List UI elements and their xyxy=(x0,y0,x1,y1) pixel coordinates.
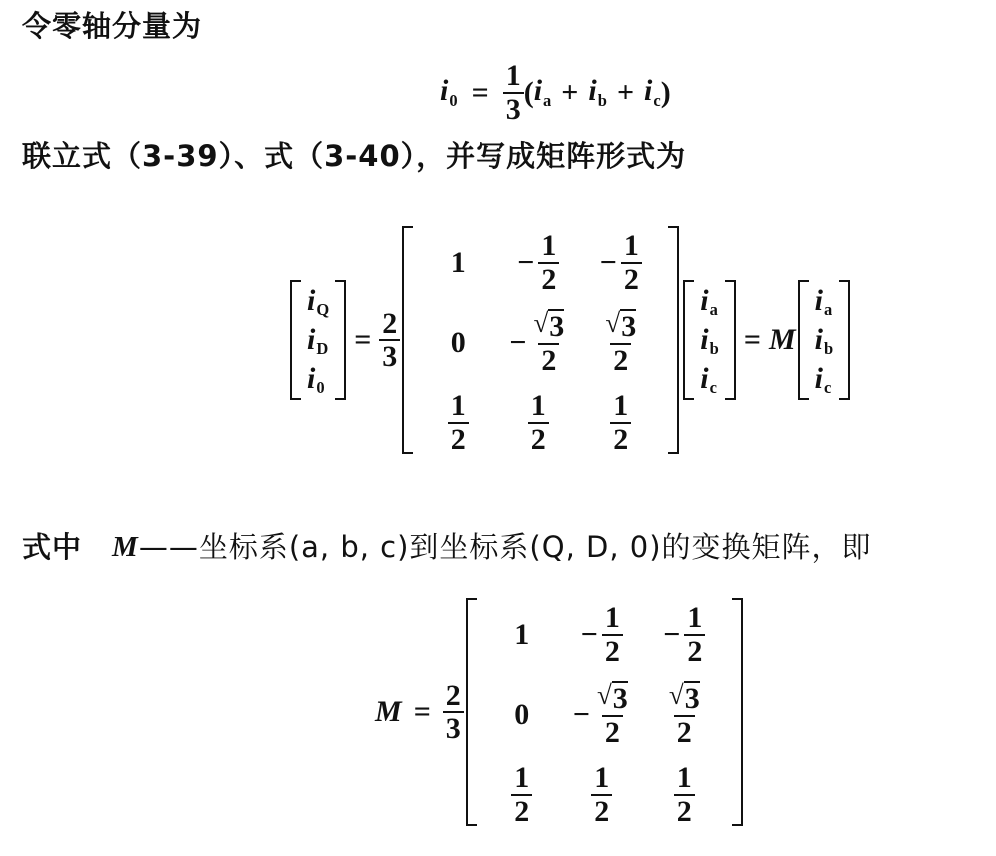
cell-1-3: − $\frac{1}{2}$ xyxy=(600,230,642,295)
vec-item-i0: $i_0$ xyxy=(307,361,325,398)
cell-2-2: − √ 3 2 xyxy=(509,308,565,377)
equals-sign-2: = xyxy=(743,323,761,356)
M-definition-text: ——坐标系(a, b, c)到坐标系(Q, D, 0)的变换矩阵，即 xyxy=(138,530,872,564)
text-M-definition xyxy=(22,530,872,564)
var-ic: $i_c$ xyxy=(644,74,661,110)
m-cell-2-3: √ 3 2 xyxy=(668,680,700,749)
var-i0: $i_0$ xyxy=(440,74,458,110)
vec-item-ic: $i_c$ xyxy=(700,361,717,398)
vector-input-2 xyxy=(798,280,851,400)
fraction-one-third: $\frac{1}{3}$ xyxy=(503,60,524,125)
m-cell-3-3: $\frac{1}{2}$ xyxy=(674,762,695,827)
cell-2-3: √ 3 2 xyxy=(605,308,637,377)
symbol-M: M xyxy=(768,323,796,356)
m-cell-1-2: − $\frac{1}{2}$ xyxy=(581,602,623,667)
vec-item-ia: $i_a$ xyxy=(700,284,718,320)
symbol-M-lhs: M xyxy=(375,695,402,728)
paren-open: ( xyxy=(523,75,534,109)
text-zero-axis-intro: 令零轴分量为 xyxy=(22,9,203,43)
text-matrix-form-intro: 联立式（3-39）、式（3-40），并写成矩阵形式为 xyxy=(22,139,687,173)
m-cell-3-1: $\frac{1}{2}$ xyxy=(511,762,532,827)
m-cell-1-3: − $\frac{1}{2}$ xyxy=(663,602,705,667)
fraction-two-thirds-2: $\frac{2}{3}$ xyxy=(443,680,464,745)
vec-item-ib: $i_b$ xyxy=(700,322,719,359)
vec2-item-ic: $i_c$ xyxy=(814,361,832,398)
equation-i0 xyxy=(440,60,671,125)
m-cell-1-1: 1 xyxy=(514,617,530,651)
symbol-M-inline: M xyxy=(112,531,139,563)
paren-close: ) xyxy=(660,75,671,109)
vec-item-iQ: $i_Q$ xyxy=(307,284,330,320)
cell-1-2: − $\frac{1}{2}$ xyxy=(517,230,559,295)
fraction-two-thirds: $\frac{2}{3}$ xyxy=(379,308,400,373)
vector-input xyxy=(683,280,736,400)
cell-3-1: $\frac{1}{2}$ xyxy=(448,390,469,455)
equals-sign-3: = xyxy=(413,695,431,728)
transform-matrix xyxy=(402,226,679,454)
cell-3-3: $\frac{1}{2}$ xyxy=(610,390,631,455)
equation-matrix-transform xyxy=(290,226,850,454)
equation-M-matrix xyxy=(375,598,743,826)
m-cell-2-2: − √ 3 2 xyxy=(572,680,628,749)
equals-sign: = xyxy=(471,75,489,109)
vec2-item-ia: $i_a$ xyxy=(814,284,833,320)
cell-1-1: 1 xyxy=(450,245,466,279)
cell-2-1: 0 xyxy=(450,325,466,359)
vector-output xyxy=(290,280,346,400)
cell-3-2: $\frac{1}{2}$ xyxy=(528,390,549,455)
m-cell-3-2: $\frac{1}{2}$ xyxy=(591,762,612,827)
M-matrix xyxy=(466,598,743,826)
plus-sign: + xyxy=(561,75,579,109)
m-cell-2-1: 0 xyxy=(514,697,530,731)
vec2-item-ib: $i_b$ xyxy=(814,322,834,359)
equals-sign: = xyxy=(354,323,372,356)
label-shizhong: 式中 xyxy=(22,530,83,564)
vec-item-iD: $i_D$ xyxy=(307,322,329,359)
var-ia: $i_a$ xyxy=(533,74,552,110)
plus-sign-2: + xyxy=(616,75,635,109)
var-ib: $i_b$ xyxy=(588,74,607,110)
